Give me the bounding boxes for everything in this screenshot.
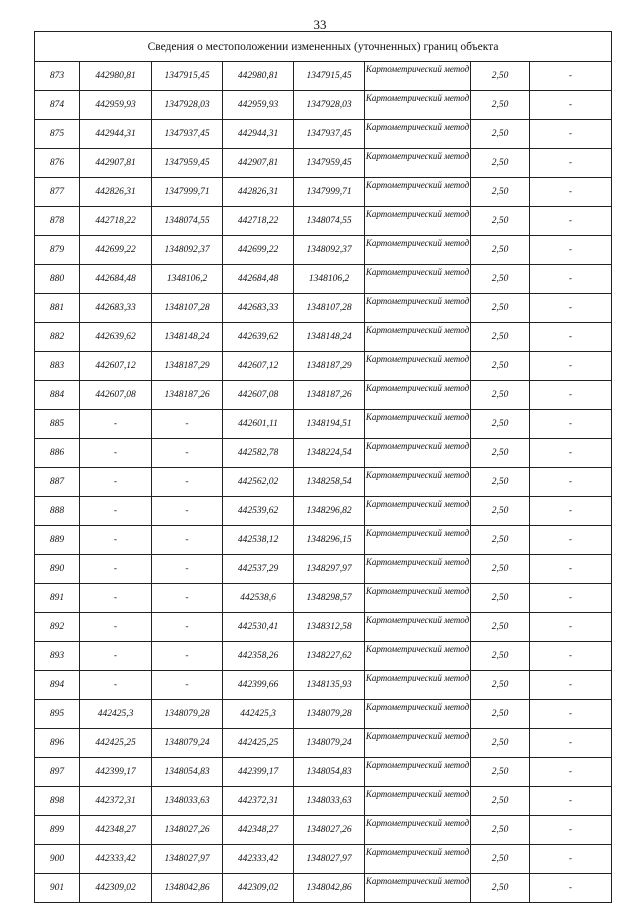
determination-method: Картометрический метод <box>365 294 471 323</box>
accuracy-value: 2,50 <box>471 700 530 729</box>
point-description: - <box>530 410 612 439</box>
refined-y: 1348027,97 <box>294 845 365 874</box>
existing-x: 442309,02 <box>80 874 152 903</box>
existing-y: - <box>152 671 223 700</box>
existing-x: - <box>80 584 152 613</box>
refined-x: 442684,48 <box>223 265 294 294</box>
point-number: 878 <box>35 207 80 236</box>
point-description: - <box>530 91 612 120</box>
point-description: - <box>530 352 612 381</box>
point-number: 890 <box>35 555 80 584</box>
accuracy-value: 2,50 <box>471 584 530 613</box>
existing-y: - <box>152 555 223 584</box>
table-row <box>35 236 612 265</box>
refined-y: 1348135,93 <box>294 671 365 700</box>
point-description: - <box>530 468 612 497</box>
refined-y: 1348187,29 <box>294 352 365 381</box>
point-description: - <box>530 62 612 91</box>
refined-y: 1348227,62 <box>294 642 365 671</box>
accuracy-value: 2,50 <box>471 555 530 584</box>
point-description: - <box>530 381 612 410</box>
refined-y: 1348187,26 <box>294 381 365 410</box>
point-description: - <box>530 671 612 700</box>
refined-y: 1348092,37 <box>294 236 365 265</box>
table-row <box>35 845 612 874</box>
existing-y: 1348027,97 <box>152 845 223 874</box>
table-row <box>35 555 612 584</box>
point-number: 895 <box>35 700 80 729</box>
refined-x: 442530,41 <box>223 613 294 642</box>
table-row <box>35 700 612 729</box>
table-row <box>35 497 612 526</box>
existing-y: 1347999,71 <box>152 178 223 207</box>
point-number: 892 <box>35 613 80 642</box>
existing-x: 442399,17 <box>80 758 152 787</box>
refined-x: 442539,62 <box>223 497 294 526</box>
existing-y: 1348107,28 <box>152 294 223 323</box>
point-number: 884 <box>35 381 80 410</box>
point-description: - <box>530 526 612 555</box>
existing-x: 442348,27 <box>80 816 152 845</box>
accuracy-value: 2,50 <box>471 381 530 410</box>
refined-x: 442425,25 <box>223 729 294 758</box>
table-row <box>35 120 612 149</box>
point-number: 899 <box>35 816 80 845</box>
accuracy-value: 2,50 <box>471 439 530 468</box>
determination-method: Картометрический метод <box>365 468 471 497</box>
determination-method: Картометрический метод <box>365 62 471 91</box>
determination-method: Картометрический метод <box>365 584 471 613</box>
existing-x: - <box>80 642 152 671</box>
refined-x: 442358,26 <box>223 642 294 671</box>
table-title-row <box>35 32 612 62</box>
refined-x: 442372,31 <box>223 787 294 816</box>
point-number: 896 <box>35 729 80 758</box>
existing-x: 442639,62 <box>80 323 152 352</box>
existing-x: - <box>80 613 152 642</box>
accuracy-value: 2,50 <box>471 845 530 874</box>
refined-y: 1348296,82 <box>294 497 365 526</box>
determination-method: Картометрический метод <box>365 845 471 874</box>
table-row <box>35 613 612 642</box>
point-number: 887 <box>35 468 80 497</box>
point-description: - <box>530 729 612 758</box>
existing-y: - <box>152 410 223 439</box>
refined-x: 442826,31 <box>223 178 294 207</box>
refined-y: 1348297,97 <box>294 555 365 584</box>
point-number: 876 <box>35 149 80 178</box>
refined-x: 442699,22 <box>223 236 294 265</box>
point-number: 874 <box>35 91 80 120</box>
refined-x: 442399,66 <box>223 671 294 700</box>
refined-x: 442944,31 <box>223 120 294 149</box>
point-description: - <box>530 816 612 845</box>
table-row <box>35 207 612 236</box>
existing-y: 1348054,83 <box>152 758 223 787</box>
determination-method: Картометрический метод <box>365 149 471 178</box>
accuracy-value: 2,50 <box>471 613 530 642</box>
table-row <box>35 439 612 468</box>
accuracy-value: 2,50 <box>471 352 530 381</box>
existing-x: 442826,31 <box>80 178 152 207</box>
refined-y: 1348194,51 <box>294 410 365 439</box>
point-description: - <box>530 874 612 903</box>
point-number: 877 <box>35 178 80 207</box>
point-description: - <box>530 207 612 236</box>
table-row <box>35 352 612 381</box>
point-number: 889 <box>35 526 80 555</box>
existing-x: 442607,08 <box>80 381 152 410</box>
refined-y: 1347999,71 <box>294 178 365 207</box>
accuracy-value: 2,50 <box>471 120 530 149</box>
point-description: - <box>530 149 612 178</box>
existing-x: 442699,22 <box>80 236 152 265</box>
point-description: - <box>530 236 612 265</box>
determination-method: Картометрический метод <box>365 207 471 236</box>
point-number: 886 <box>35 439 80 468</box>
point-description: - <box>530 845 612 874</box>
refined-x: 442907,81 <box>223 149 294 178</box>
refined-y: 1347928,03 <box>294 91 365 120</box>
point-number: 885 <box>35 410 80 439</box>
refined-y: 1348224,54 <box>294 439 365 468</box>
existing-y: - <box>152 584 223 613</box>
existing-y: - <box>152 497 223 526</box>
determination-method: Картометрический метод <box>365 381 471 410</box>
refined-x: 442425,3 <box>223 700 294 729</box>
refined-x: 442601,11 <box>223 410 294 439</box>
refined-y: 1348148,24 <box>294 323 365 352</box>
refined-y: 1347959,45 <box>294 149 365 178</box>
table-row <box>35 323 612 352</box>
refined-x: 442718,22 <box>223 207 294 236</box>
table-row <box>35 62 612 91</box>
determination-method: Картометрический метод <box>365 526 471 555</box>
accuracy-value: 2,50 <box>471 526 530 555</box>
refined-x: 442959,93 <box>223 91 294 120</box>
point-description: - <box>530 642 612 671</box>
existing-x: - <box>80 555 152 584</box>
existing-x: - <box>80 439 152 468</box>
refined-y: 1348312,58 <box>294 613 365 642</box>
point-number: 881 <box>35 294 80 323</box>
point-number: 901 <box>35 874 80 903</box>
table-row <box>35 526 612 555</box>
table-row <box>35 787 612 816</box>
accuracy-value: 2,50 <box>471 410 530 439</box>
refined-y: 1348079,28 <box>294 700 365 729</box>
refined-x: 442538,6 <box>223 584 294 613</box>
accuracy-value: 2,50 <box>471 729 530 758</box>
point-number: 891 <box>35 584 80 613</box>
determination-method: Картометрический метод <box>365 265 471 294</box>
accuracy-value: 2,50 <box>471 294 530 323</box>
determination-method: Картометрический метод <box>365 758 471 787</box>
accuracy-value: 2,50 <box>471 323 530 352</box>
refined-y: 1348027,26 <box>294 816 365 845</box>
existing-y: - <box>152 526 223 555</box>
existing-y: 1348187,26 <box>152 381 223 410</box>
point-number: 893 <box>35 642 80 671</box>
existing-y: 1348079,24 <box>152 729 223 758</box>
point-description: - <box>530 584 612 613</box>
accuracy-value: 2,50 <box>471 787 530 816</box>
table-row <box>35 584 612 613</box>
table-row <box>35 91 612 120</box>
accuracy-value: 2,50 <box>471 265 530 294</box>
refined-y: 1347915,45 <box>294 62 365 91</box>
refined-y: 1348079,24 <box>294 729 365 758</box>
table-row <box>35 816 612 845</box>
determination-method: Картометрический метод <box>365 323 471 352</box>
accuracy-value: 2,50 <box>471 236 530 265</box>
existing-y: 1348106,2 <box>152 265 223 294</box>
existing-x: 442683,33 <box>80 294 152 323</box>
refined-x: 442639,62 <box>223 323 294 352</box>
existing-y: 1348074,55 <box>152 207 223 236</box>
table-row <box>35 758 612 787</box>
refined-y: 1348042,86 <box>294 874 365 903</box>
determination-method: Картометрический метод <box>365 120 471 149</box>
refined-y: 1348258,54 <box>294 468 365 497</box>
point-number: 900 <box>35 845 80 874</box>
accuracy-value: 2,50 <box>471 178 530 207</box>
table-row <box>35 671 612 700</box>
accuracy-value: 2,50 <box>471 149 530 178</box>
existing-x: - <box>80 497 152 526</box>
refined-x: 442399,17 <box>223 758 294 787</box>
refined-x: 442309,02 <box>223 874 294 903</box>
point-description: - <box>530 700 612 729</box>
determination-method: Картометрический метод <box>365 352 471 381</box>
point-description: - <box>530 294 612 323</box>
refined-x: 442538,12 <box>223 526 294 555</box>
point-description: - <box>530 120 612 149</box>
existing-y: 1347928,03 <box>152 91 223 120</box>
accuracy-value: 2,50 <box>471 62 530 91</box>
point-number: 882 <box>35 323 80 352</box>
existing-x: 442907,81 <box>80 149 152 178</box>
refined-y: 1348107,28 <box>294 294 365 323</box>
table-row <box>35 642 612 671</box>
existing-y: 1347937,45 <box>152 120 223 149</box>
table-row <box>35 468 612 497</box>
determination-method: Картометрический метод <box>365 497 471 526</box>
page-number: 33 <box>313 17 327 32</box>
existing-y: 1348033,63 <box>152 787 223 816</box>
table-row <box>35 265 612 294</box>
refined-x: 442348,27 <box>223 816 294 845</box>
accuracy-value: 2,50 <box>471 642 530 671</box>
point-number: 898 <box>35 787 80 816</box>
existing-x: - <box>80 526 152 555</box>
determination-method: Картометрический метод <box>365 613 471 642</box>
table-row <box>35 381 612 410</box>
accuracy-value: 2,50 <box>471 671 530 700</box>
determination-method: Картометрический метод <box>365 555 471 584</box>
point-description: - <box>530 613 612 642</box>
point-number: 883 <box>35 352 80 381</box>
existing-y: 1348079,28 <box>152 700 223 729</box>
existing-y: - <box>152 613 223 642</box>
point-number: 894 <box>35 671 80 700</box>
existing-y: 1348148,24 <box>152 323 223 352</box>
accuracy-value: 2,50 <box>471 758 530 787</box>
refined-x: 442333,42 <box>223 845 294 874</box>
determination-method: Картометрический метод <box>365 729 471 758</box>
existing-y: 1347915,45 <box>152 62 223 91</box>
table-body <box>35 62 612 903</box>
table-row <box>35 149 612 178</box>
refined-y: 1348106,2 <box>294 265 365 294</box>
point-description: - <box>530 265 612 294</box>
table-row <box>35 294 612 323</box>
existing-x: 442944,31 <box>80 120 152 149</box>
table-row <box>35 410 612 439</box>
existing-y: 1348092,37 <box>152 236 223 265</box>
existing-y: - <box>152 642 223 671</box>
determination-method: Картометрический метод <box>365 410 471 439</box>
accuracy-value: 2,50 <box>471 874 530 903</box>
determination-method: Картометрический метод <box>365 700 471 729</box>
point-number: 880 <box>35 265 80 294</box>
determination-method: Картометрический метод <box>365 642 471 671</box>
existing-x: 442980,81 <box>80 62 152 91</box>
accuracy-value: 2,50 <box>471 497 530 526</box>
table-row <box>35 178 612 207</box>
existing-y: - <box>152 468 223 497</box>
existing-x: 442718,22 <box>80 207 152 236</box>
table-row <box>35 874 612 903</box>
existing-x: 442607,12 <box>80 352 152 381</box>
refined-x: 442607,12 <box>223 352 294 381</box>
refined-x: 442582,78 <box>223 439 294 468</box>
point-description: - <box>530 439 612 468</box>
determination-method: Картометрический метод <box>365 439 471 468</box>
determination-method: Картометрический метод <box>365 874 471 903</box>
existing-y: - <box>152 439 223 468</box>
existing-x: 442425,3 <box>80 700 152 729</box>
existing-y: 1348187,29 <box>152 352 223 381</box>
determination-method: Картометрический метод <box>365 816 471 845</box>
refined-x: 442562,02 <box>223 468 294 497</box>
existing-x: - <box>80 410 152 439</box>
determination-method: Картометрический метод <box>365 178 471 207</box>
existing-x: 442684,48 <box>80 265 152 294</box>
point-number: 897 <box>35 758 80 787</box>
accuracy-value: 2,50 <box>471 468 530 497</box>
existing-x: 442425,25 <box>80 729 152 758</box>
refined-y: 1347937,45 <box>294 120 365 149</box>
refined-x: 442607,08 <box>223 381 294 410</box>
refined-x: 442683,33 <box>223 294 294 323</box>
point-description: - <box>530 787 612 816</box>
determination-method: Картометрический метод <box>365 91 471 120</box>
point-description: - <box>530 758 612 787</box>
existing-x: - <box>80 468 152 497</box>
refined-y: 1348298,57 <box>294 584 365 613</box>
determination-method: Картометрический метод <box>365 671 471 700</box>
refined-y: 1348033,63 <box>294 787 365 816</box>
point-description: - <box>530 555 612 584</box>
existing-x: 442372,31 <box>80 787 152 816</box>
existing-y: 1347959,45 <box>152 149 223 178</box>
determination-method: Картометрический метод <box>365 236 471 265</box>
table-title: Сведения о местоположении измененных (уточненных) границ объекта <box>35 32 612 62</box>
point-number: 888 <box>35 497 80 526</box>
point-number: 875 <box>35 120 80 149</box>
existing-y: 1348042,86 <box>152 874 223 903</box>
existing-x: 442959,93 <box>80 91 152 120</box>
refined-y: 1348296,15 <box>294 526 365 555</box>
determination-method: Картометрический метод <box>365 787 471 816</box>
accuracy-value: 2,50 <box>471 816 530 845</box>
point-description: - <box>530 178 612 207</box>
existing-x: 442333,42 <box>80 845 152 874</box>
point-description: - <box>530 497 612 526</box>
boundary-coordinates-table <box>34 31 612 903</box>
refined-x: 442537,29 <box>223 555 294 584</box>
existing-x: - <box>80 671 152 700</box>
refined-y: 1348054,83 <box>294 758 365 787</box>
point-number: 879 <box>35 236 80 265</box>
existing-y: 1348027,26 <box>152 816 223 845</box>
point-description: - <box>530 323 612 352</box>
refined-y: 1348074,55 <box>294 207 365 236</box>
accuracy-value: 2,50 <box>471 91 530 120</box>
point-number: 873 <box>35 62 80 91</box>
accuracy-value: 2,50 <box>471 207 530 236</box>
refined-x: 442980,81 <box>223 62 294 91</box>
table-row <box>35 729 612 758</box>
